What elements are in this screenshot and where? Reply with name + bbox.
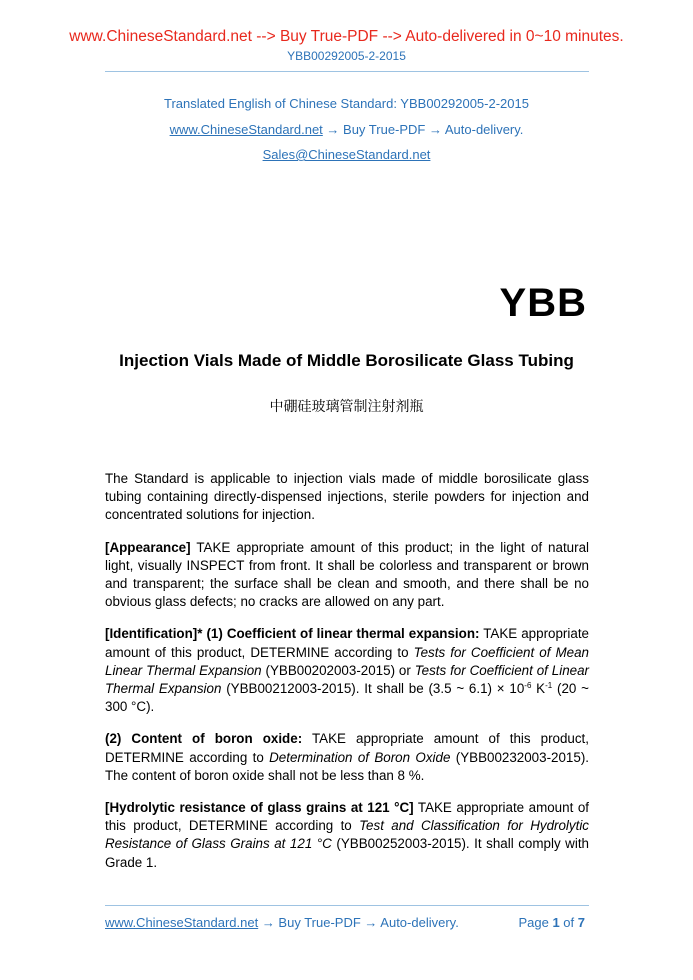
footer-rule (105, 905, 589, 906)
site-link[interactable]: www.ChineseStandard.net (169, 122, 323, 137)
appearance-label: [Appearance] (105, 539, 191, 555)
document-title-chinese: 中硼硅玻璃管制注射剂瓶 (269, 399, 424, 415)
appearance-paragraph: [Appearance] TAKE appropriate amount of this product; in the light of natural light, visually INSPECT from front. It shall be colorless and transparent or brown and transparent; the surface shall be clean and smooth, and there shall be no obvious glass defects; no cracks are allowed on any part. (105, 539, 589, 610)
sales-email-link[interactable]: Sales@ChineseStandard.net (262, 147, 431, 162)
document-title: Injection Vials Made of Middle Borosilicate Glass Tubing (119, 351, 574, 370)
standard-mark: YBB (499, 281, 587, 325)
page-total: 7 (577, 915, 585, 930)
document-body (105, 470, 589, 886)
scope-paragraph: The Standard is applicable to injection vials made of middle borosilicate glass tubing containing directly-dispensed injections, sterile powders for injection and concentrated solutions for injection. (105, 471, 589, 523)
footer-links: www.ChineseStandard.net → Buy True-PDF → Auto-delivery. (105, 915, 459, 930)
buy-text: → Buy True-PDF → Auto-delivery. (322, 122, 524, 137)
sales-line (0, 147, 693, 162)
page-indicator: Page 1 of 7 (518, 915, 585, 930)
footer-site-link[interactable]: www.ChineseStandard.net (105, 915, 259, 930)
identification-paragraph: [Identification]* (1) Coefficient of linear thermal expansion: TAKE appropriate amount of this product, DETERMINE according to Tests for Coefficient of Mean Linear Thermal Expansion (YBB00202003-2015) or Tests for Coefficient of Linear Thermal Expansion (YBB00212003-2015). It shall be (3.5 ~ $6.1) \times 10^{-6}$ $K^{-1}$ (20 ~ 300 °C). (105, 626, 589, 715)
translated-line: Translated English of Chinese Standard: YBB00292005-2-2015 (164, 96, 529, 111)
boron-oxide-paragraph: (2) Content of boron oxide: TAKE appropriate amount of this product, DETERMINE according to Determination of Boron Oxide (YBB00232003-2015). The content of boron oxide shall not be less than 8 %. (105, 731, 590, 783)
identification-label: [Identification]* (105, 626, 203, 642)
page-number: 1 (552, 915, 560, 930)
boron-oxide-label: (2) Content of boron oxide: (105, 731, 303, 747)
header-doc-code: YBB00292005-2-2015 (287, 49, 406, 63)
hydrolytic-label: [Hydrolytic resistance of glass grains at 121 °C] (105, 800, 414, 816)
top-banner: www.ChineseStandard.net --> Buy True-PDF --> Auto-delivered in 0~10 minutes. (69, 28, 624, 45)
hydrolytic-paragraph: [Hydrolytic resistance of glass grains at 121 °C] TAKE appropriate amount of this product, DETERMINE according to Test and Classification for Hydrolytic Resistance of Glass Grains at 121 °C (YBB00252003-2015). It shall comply with Grade 1. (105, 800, 589, 870)
header-rule (105, 71, 589, 72)
buy-line (0, 122, 693, 137)
